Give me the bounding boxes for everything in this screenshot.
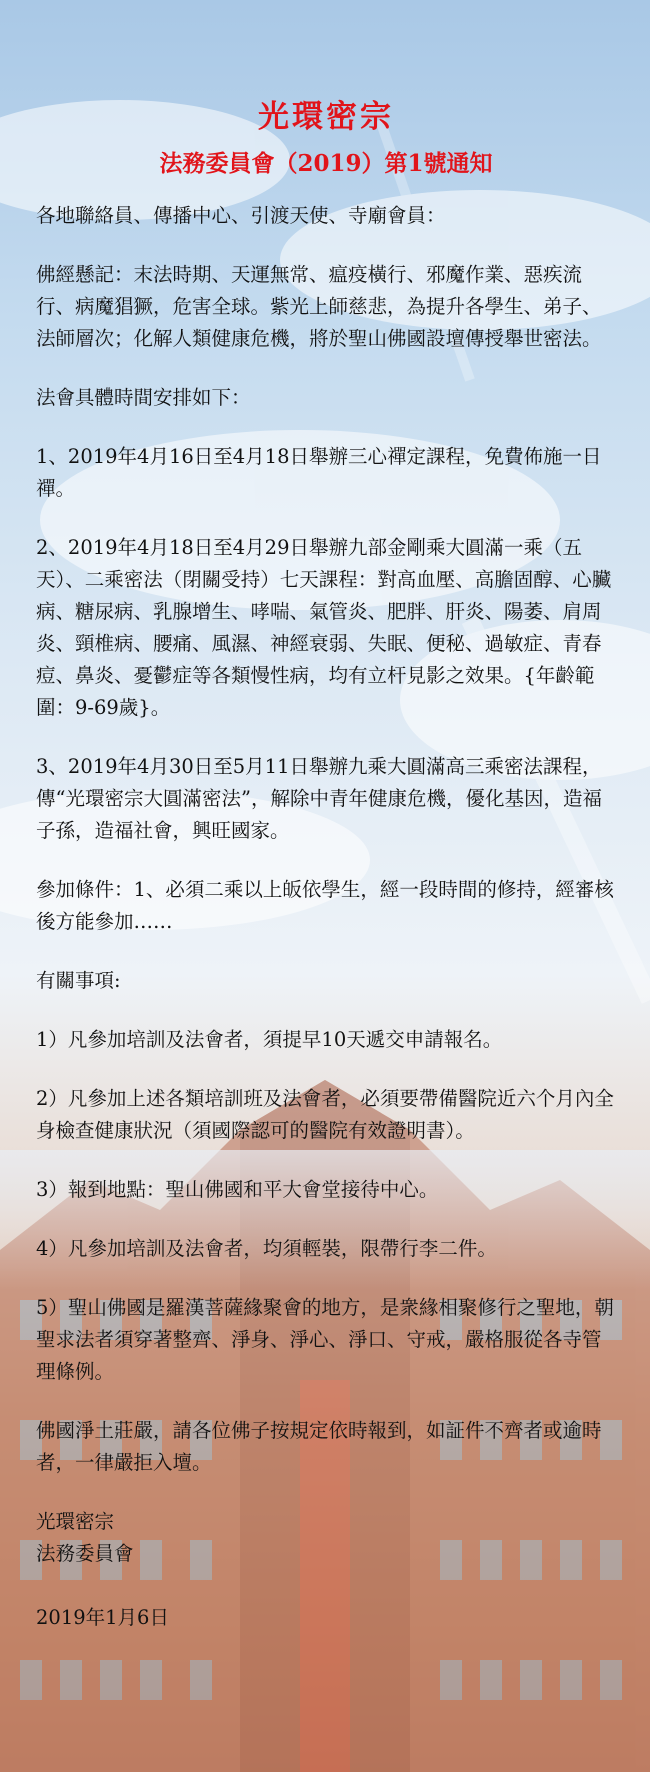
schedule-heading: 法會具體時間安排如下： (36, 386, 251, 409)
notes-heading: 有關事項: (36, 969, 121, 992)
note-item-1: 1）凡參加培訓及法會者，須提早10天遞交申請報名。 (36, 1028, 503, 1051)
note-item-4: 4）凡參加培訓及法會者，均須輕裝，限帶行李二件。 (36, 1237, 497, 1260)
salutation: 各地聯絡員、傳播中心、引渡天使、寺廟會員： (36, 204, 446, 227)
closing-paragraph: 佛國淨土莊嚴，請各位佛子按規定依時報到，如証件不齊者或逾時者，一律嚴拒入壇。 (36, 1419, 602, 1474)
note-item-3: 3）報到地點：聖山佛國和平大會堂接待中心。 (36, 1178, 439, 1201)
schedule-item-2: 2、2019年4月18日至4月29日舉辦九部金剛乘大圓滿一乘（五天）、二乘密法（閉關受持）七天課程：對高血壓、高膽固醇、心臟病、糖尿病、乳腺增生、哮喘、氣管炎、肥胖、肝炎、陽萎、肩周炎、頸椎病、腰痛、風濕、神經衰弱、失眠、便秘、過敏症、青春痘、鼻炎、憂鬱症等各類慢性病，均有立杆見影之效果。{年齡範圍：9-69歲}。 (36, 536, 612, 719)
note-item-5: 5）聖山佛國是羅漢菩薩緣聚會的地方，是衆緣相聚修行之聖地，朝聖求法者須穿著整齊、淨身、淨心、淨口、守戒，嚴格服從各寺管理條例。 (36, 1296, 614, 1383)
notice-content (36, 96, 616, 1634)
participation-conditions: 參加條件：1、必須二乘以上皈依學生，經一段時間的修持，經審核後方能參加…… (36, 878, 614, 933)
signature-date: 2019年1月6日 (36, 1606, 169, 1629)
notice-subtitle: 法務委員會（2019）第1號通知 (159, 150, 493, 177)
signature-committee: 法務委員會 (36, 1542, 134, 1565)
signature-org: 光環密宗 (36, 1510, 115, 1533)
schedule-item-3: 3、2019年4月30日至5月11日舉辦九乘大圓滿高三乘密法課程，傳“光環密宗大圓滿密法”，解除中青年健康危機，優化基因，造福子孫，造福社會，興旺國家。 (36, 755, 602, 842)
intro-paragraph: 佛經懸記：末法時期、天運無常、瘟疫橫行、邪魔作業、惡疾流行、病魔猖獗，危害全球。紫光上師慈悲，為提升各學生、弟子、法師層次；化解人類健康危機，將於聖山佛國設壇傳授舉世密法。 (36, 263, 602, 350)
note-item-2: 2）凡參加上述各類培訓班及法會者，必須要帶備醫院近六个月內全身檢查健康狀況（須國際認可的醫院有效證明書）。 (36, 1087, 614, 1142)
schedule-item-1: 1、2019年4月16日至4月18日舉辦三心禪定課程，免費佈施一日禪。 (36, 445, 602, 500)
page-title: 光環密宗 (258, 99, 394, 135)
